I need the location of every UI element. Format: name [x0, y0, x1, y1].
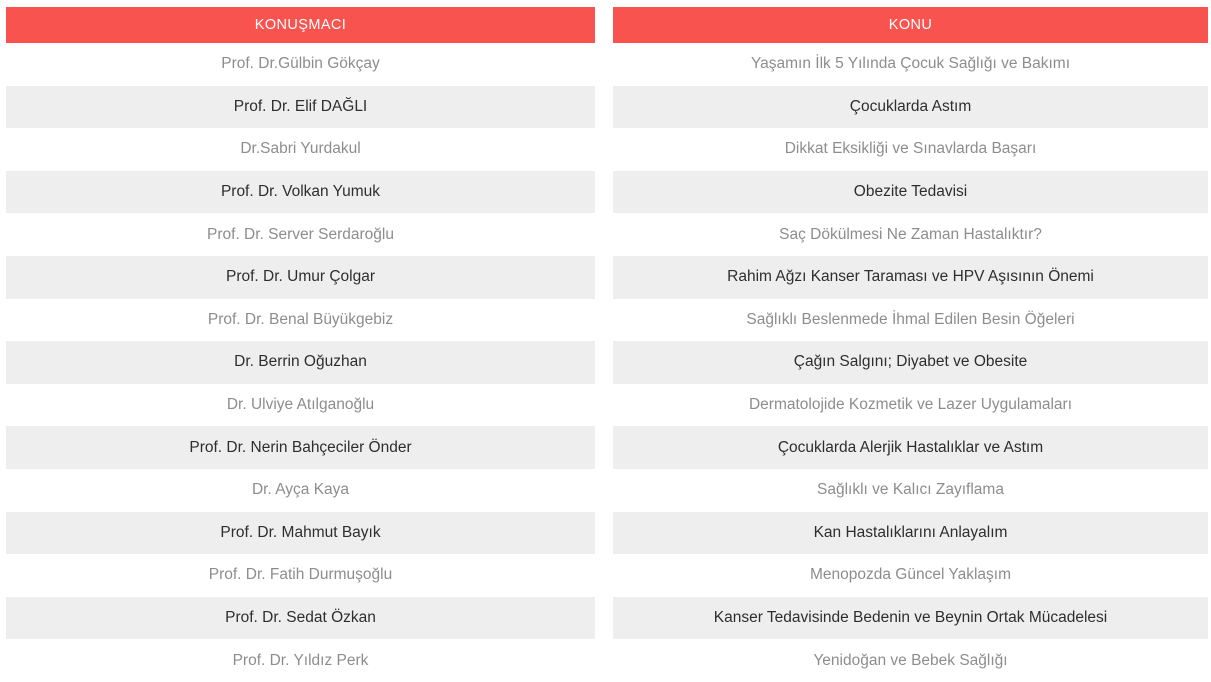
topic-row: Çocuklarda Astım	[613, 86, 1208, 129]
speaker-row: Prof. Dr. Nerin Bahçeciler Önder	[6, 426, 595, 469]
speaker-row: Prof. Dr. Volkan Yumuk	[6, 171, 595, 214]
speakers-table	[6, 7, 595, 682]
speaker-row: Prof. Dr. Mahmut Bayık	[6, 512, 595, 555]
speaker-row: Prof. Dr. Fatih Durmuşoğlu	[6, 554, 595, 597]
speaker-row: Dr. Ayça Kaya	[6, 469, 595, 512]
topic-row: Sağlıklı Beslenmede İhmal Edilen Besin Öğeleri	[613, 299, 1208, 342]
speakers-column-header: KONUŞMACI	[6, 7, 595, 43]
topic-row: Kanser Tedavisinde Bedenin ve Beynin Ortak Mücadelesi	[613, 597, 1208, 640]
topic-row: Rahim Ağzı Kanser Taraması ve HPV Aşısının Önemi	[613, 256, 1208, 299]
topic-row: Menopozda Güncel Yaklaşım	[613, 554, 1208, 597]
speaker-row: Prof. Dr. Elif DAĞLI	[6, 86, 595, 129]
speaker-row: Prof. Dr. Server Serdaroğlu	[6, 213, 595, 256]
topic-row: Obezite Tedavisi	[613, 171, 1208, 214]
topic-row: Dermatolojide Kozmetik ve Lazer Uygulamaları	[613, 384, 1208, 427]
speaker-row: Dr. Berrin Oğuzhan	[6, 341, 595, 384]
speaker-row: Prof. Dr. Yıldız Perk	[6, 639, 595, 682]
topic-row: Çocuklarda Alerjik Hastalıklar ve Astım	[613, 426, 1208, 469]
topic-row: Dikkat Eksikliği ve Sınavlarda Başarı	[613, 128, 1208, 171]
topic-row: Çağın Salgını; Diyabet ve Obesite	[613, 341, 1208, 384]
speaker-row: Dr. Ulviye Atılganoğlu	[6, 384, 595, 427]
topic-row: Kan Hastalıklarını Anlayalım	[613, 512, 1208, 555]
speaker-row: Prof. Dr.Gülbin Gökçay	[6, 43, 595, 86]
topic-row: Sağlıklı ve Kalıcı Zayıflama	[613, 469, 1208, 512]
speaker-row: Prof. Dr. Sedat Özkan	[6, 597, 595, 640]
topics-column-header: KONU	[613, 7, 1208, 43]
topic-row: Saç Dökülmesi Ne Zaman Hastalıktır?	[613, 213, 1208, 256]
speaker-row: Prof. Dr. Umur Çolgar	[6, 256, 595, 299]
topic-row: Yenidoğan ve Bebek Sağlığı	[613, 639, 1208, 682]
speaker-row: Dr.Sabri Yurdakul	[6, 128, 595, 171]
speaker-row: Prof. Dr. Benal Büyükgebiz	[6, 299, 595, 342]
topic-row: Yaşamın İlk 5 Yılında Çocuk Sağlığı ve Bakımı	[613, 43, 1208, 86]
topics-table	[613, 7, 1208, 682]
